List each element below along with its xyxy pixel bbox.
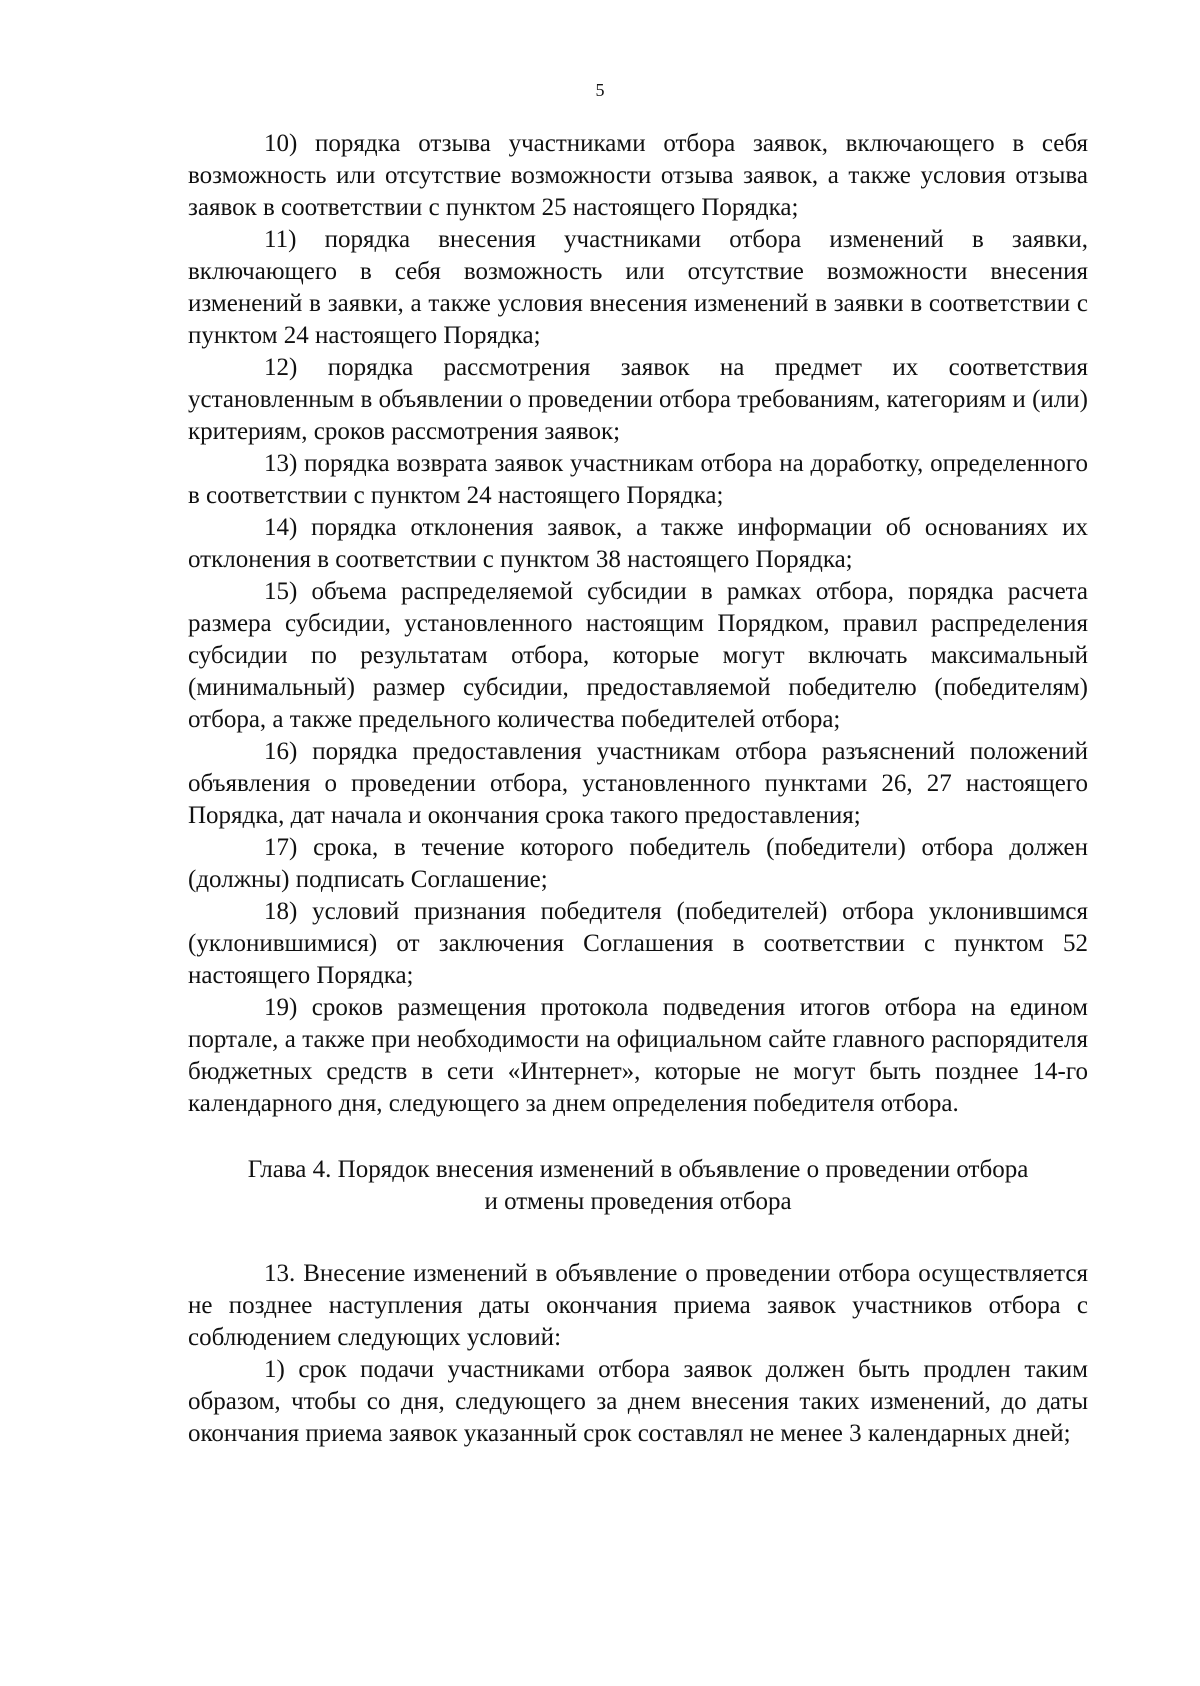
list-item-17: 17) срока, в течение которого победитель (победители) отбора должен (должны) подписать Соглашение; <box>188 834 1088 893</box>
chapter-heading-line-1: Глава 4. Порядок внесения изменений в объявление о проведении отбора <box>247 1156 1029 1183</box>
list-item-18: 18) условий признания победителя (победителей) отбора уклонившимся (уклонившимися) от заключения Соглашения в соответствии с пунктом 52 настоящего Порядка; <box>188 898 1088 989</box>
list-item-10: 10) порядка отзыва участниками отбора заявок, включающего в себя возможность или отсутствие возможности отзыва заявок, а также условия отзыва заявок в соответствии с пунктом 25 настоящего Порядка; <box>188 130 1088 221</box>
list-item-15: 15) объема распределяемой субсидии в рамках отбора, порядка расчета размера субсидии, установленного настоящим Порядком, правил распределения субсидии по результатам отбора, которые могут включать максимальный (минимальный) размер субсидии, предоставляемой победителю (победителям) отбора, а также предельного количества победителей отбора; <box>188 578 1088 733</box>
list-item-14: 14) порядка отклонения заявок, а также информации об основаниях их отклонения в соответствии с пунктом 38 настоящего Порядка; <box>188 514 1088 573</box>
list-item-19: 19) сроков размещения протокола подведения итогов отбора на едином портале, а также при необходимости на официальном сайте главного распорядителя бюджетных средств в сети «Интернет», которые не могут быть позднее 14-го календарного дня, следующего за днем определения победителя отбора. <box>188 994 1088 1117</box>
clause-13: 13. Внесение изменений в объявление о проведении отбора осуществляется не позднее наступления даты окончания приема заявок участников отбора с соблюдением следующих условий: <box>188 1260 1088 1351</box>
document-body <box>188 128 1088 1450</box>
list-item-12: 12) порядка рассмотрения заявок на предмет их соответствия установленным в объявлении о проведении отбора требованиям, категориям и (или) критериям, сроков рассмотрения заявок; <box>188 354 1088 445</box>
chapter-heading-line-2: и отмены проведения отбора <box>484 1188 792 1215</box>
page-number: 5 <box>595 80 605 100</box>
clause-13-item-1: 1) срок подачи участниками отбора заявок должен быть продлен таким образом, чтобы со дня, следующего за днем внесения таких изменений, до даты окончания приема заявок указанный срок составлял не менее 3 календарных дней; <box>188 1356 1088 1447</box>
list-item-11: 11) порядка внесения участниками отбора изменений в заявки, включающего в себя возможность или отсутствие возможности внесения изменений в заявки, а также условия внесения изменений в заявки в соответствии с пунктом 24 настоящего Порядка; <box>188 226 1088 349</box>
chapter-heading <box>188 1154 1088 1218</box>
list-item-13: 13) порядка возврата заявок участникам отбора на доработку, определенного в соответствии с пунктом 24 настоящего Порядка; <box>188 450 1088 509</box>
list-item-16: 16) порядка предоставления участникам отбора разъяснений положений объявления о проведении отбора, установленного пунктами 26, 27 настоящего Порядка, дат начала и окончания срока такого предоставления; <box>188 738 1088 829</box>
